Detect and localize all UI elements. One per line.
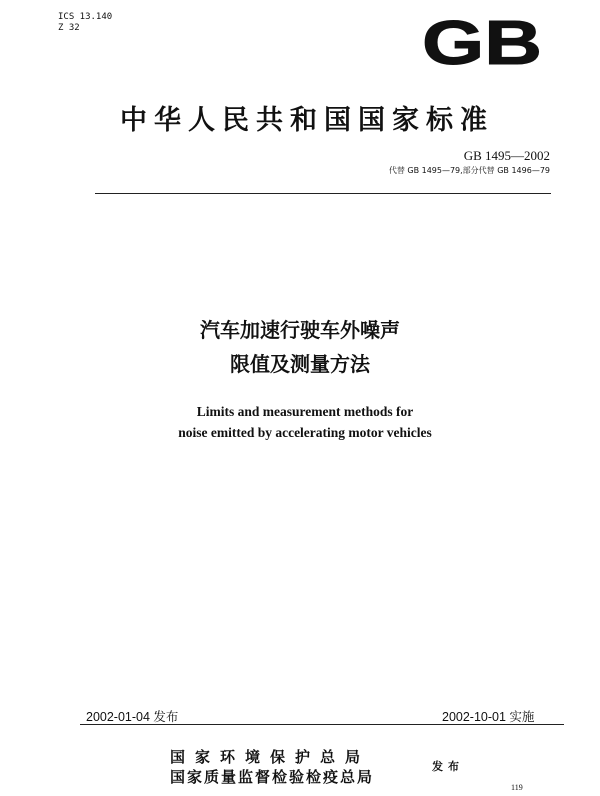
title-en-line1: Limits and measurement methods for [196,404,414,419]
publish-label: 发布 [432,760,464,773]
title-cn-line2: 限值及测量方法 [230,352,370,376]
implementation-date: 2002-10-01 实施 [442,710,535,724]
org-title: 中华人民共和国国家标准 [120,105,494,136]
issuer-line2: 国家质量监督检验检疫总局 [170,768,375,786]
ics-code: ICS 13.140 [58,12,113,22]
page-number: 119 [511,783,523,792]
replaces-note: 代替 GB 1495—79,部分代替 GB 1496—79 [388,166,550,175]
title-en-line2: noise emitted by accelerating motor vehicles [178,425,432,440]
header-rule [95,193,551,194]
gb-logo-text: GB [422,16,542,68]
gb-logo [420,16,544,68]
issue-date: 2002-01-04 发布 [86,710,179,724]
classification-code: Z 32 [58,23,80,33]
standard-number: GB 1495—2002 [463,148,550,163]
issuer-line1: 国家环境保护总局 [170,748,371,766]
title-cn-line1: 汽车加速行驶车外噪声 [200,318,400,342]
footer-rule [80,724,564,725]
